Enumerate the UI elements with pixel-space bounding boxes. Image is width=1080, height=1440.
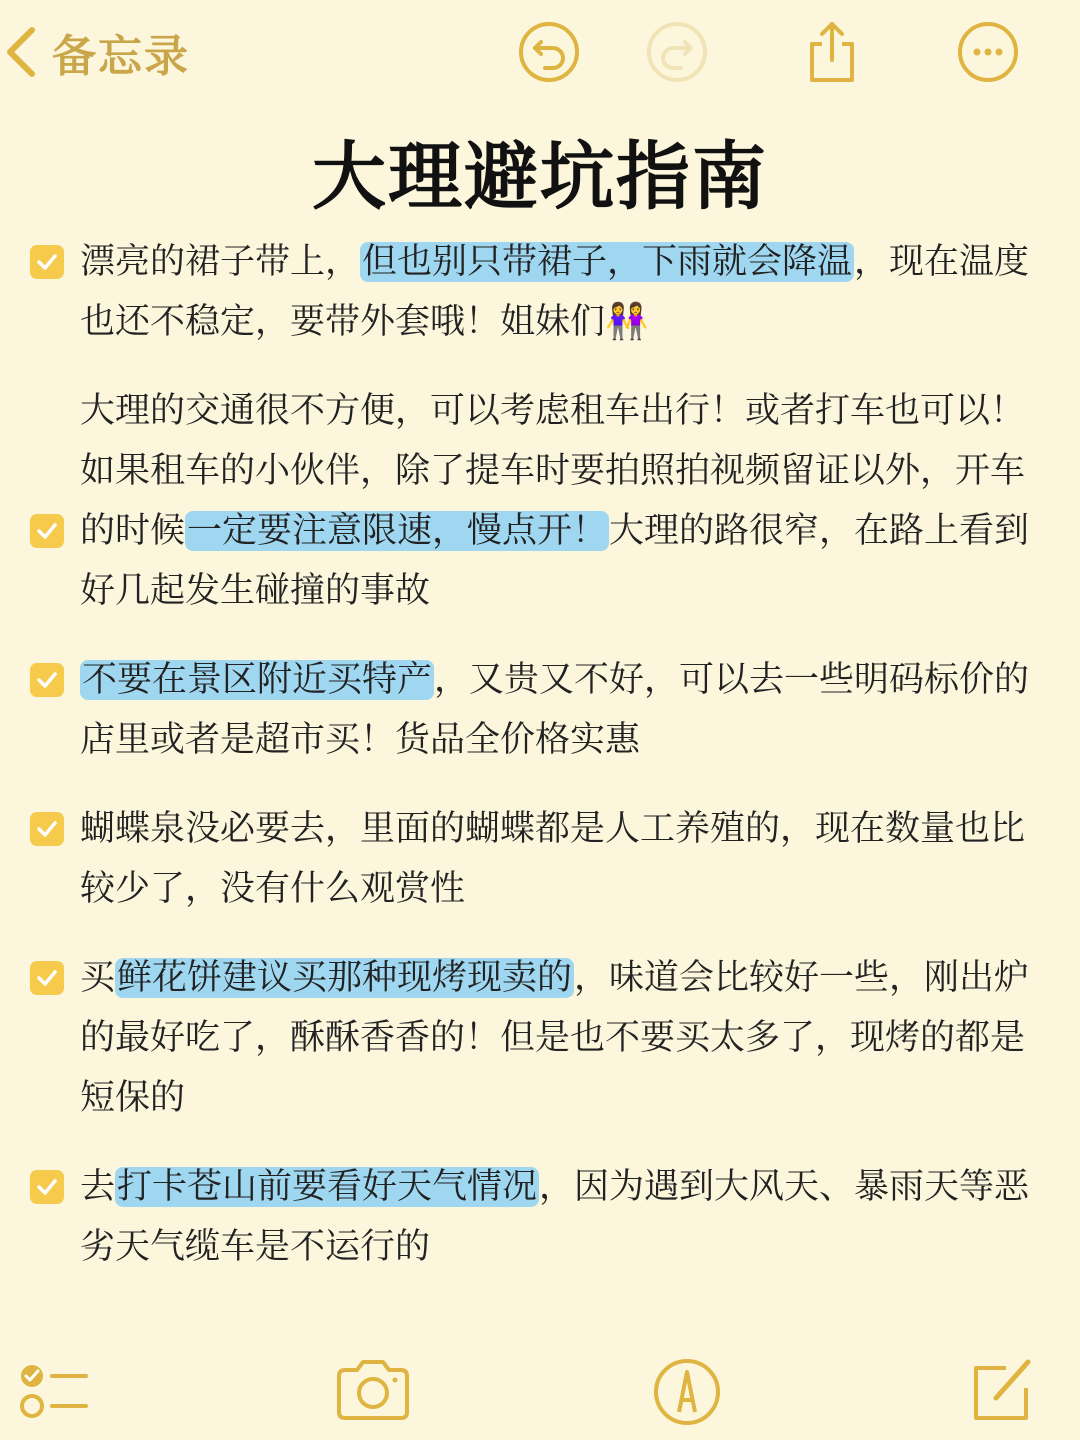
checkmark-icon — [36, 967, 58, 989]
checkbox[interactable] — [30, 812, 64, 846]
back-label: 备忘录 — [52, 31, 190, 82]
camera-icon — [333, 1350, 413, 1430]
compose-button[interactable] — [962, 1350, 1042, 1430]
note-title: 大理避坑指南 — [312, 134, 768, 220]
chevron-left-icon — [4, 24, 38, 80]
undo-icon — [517, 20, 581, 84]
item-text[interactable] — [80, 650, 1035, 770]
checkmark-icon — [36, 520, 58, 542]
undo-button[interactable] — [517, 20, 581, 84]
checkmark-icon — [36, 251, 58, 273]
highlighted-text: 但也别只带裙子，下雨就会降温 — [362, 242, 853, 282]
back-button[interactable] — [4, 22, 190, 82]
checkmark-icon — [36, 669, 58, 691]
compose-icon — [962, 1350, 1042, 1430]
text-segment: 如果租车的小伙伴，除了提车时要拍照拍视频留证以外，开车的时候 — [80, 451, 1026, 551]
camera-button[interactable] — [333, 1350, 413, 1430]
item-text[interactable] — [80, 799, 1035, 919]
highlighted-text: 不要在景区附近买特产 — [82, 660, 433, 700]
text-segment: 漂亮的裙子带上， — [80, 242, 361, 282]
more-button[interactable] — [956, 20, 1020, 84]
text-segment: 大理的路很窄，在路上看到好几起发生碰撞的事故 — [80, 511, 1030, 611]
markup-button[interactable] — [647, 1350, 727, 1430]
bottom-toolbar — [0, 1340, 1080, 1440]
text-segment: ，味道会比较好一些，刚出炉的最好吃了，酥酥香香的！但是也不要买太多了，现烤的都是短保的 — [80, 958, 1030, 1118]
highlighted-text: 一定要注意限速，慢点开！ — [187, 511, 608, 551]
top-navigation-bar — [0, 0, 1080, 110]
share-icon — [800, 20, 864, 84]
text-segment: 蝴蝶泉没必要去，里面的蝴蝶都是人工养殖的，现在数量也比较少了，没有什么观赏性 — [80, 809, 1026, 909]
checkbox[interactable] — [30, 514, 64, 548]
checklist-icon — [14, 1350, 94, 1430]
checkmark-icon — [36, 818, 58, 840]
redo-icon — [645, 20, 709, 84]
checkbox[interactable] — [30, 1170, 64, 1204]
text-segment: ，又贵又不好，可以去一些明码标价的店里或者是超市买！货品全价格实惠 — [80, 660, 1030, 760]
redo-button[interactable] — [645, 20, 709, 84]
checkbox[interactable] — [30, 961, 64, 995]
item-text[interactable] — [80, 1157, 1035, 1277]
text-segment: ，现在温度也还不稳定，要带外套哦！姐妹们 — [80, 242, 1030, 342]
highlighted-text: 鲜花饼建议买那种现烤现卖的 — [117, 958, 573, 998]
text-segment: ，因为遇到大风天、暴雨天等恶劣天气缆车是不运行的 — [80, 1167, 1030, 1267]
highlighted-text: 打卡苍山前要看好天气情况 — [117, 1167, 538, 1207]
more-icon — [956, 20, 1020, 84]
text-segment: 去 — [80, 1167, 116, 1207]
emoji-sisters: 👭 — [605, 302, 649, 342]
checkbox[interactable] — [30, 663, 64, 697]
checklist-button[interactable] — [14, 1350, 94, 1430]
share-button[interactable] — [800, 20, 864, 84]
item-text[interactable] — [80, 381, 1035, 621]
checkbox[interactable] — [30, 245, 64, 279]
text-segment: 买 — [80, 958, 116, 998]
item-text[interactable] — [80, 232, 1035, 352]
markup-pen-icon — [647, 1350, 727, 1430]
item-text[interactable] — [80, 948, 1035, 1128]
checkmark-icon — [36, 1176, 58, 1198]
text-segment: 大理的交通很不方便，可以考虑租车出行！或者打车也可以！ — [80, 391, 1026, 431]
